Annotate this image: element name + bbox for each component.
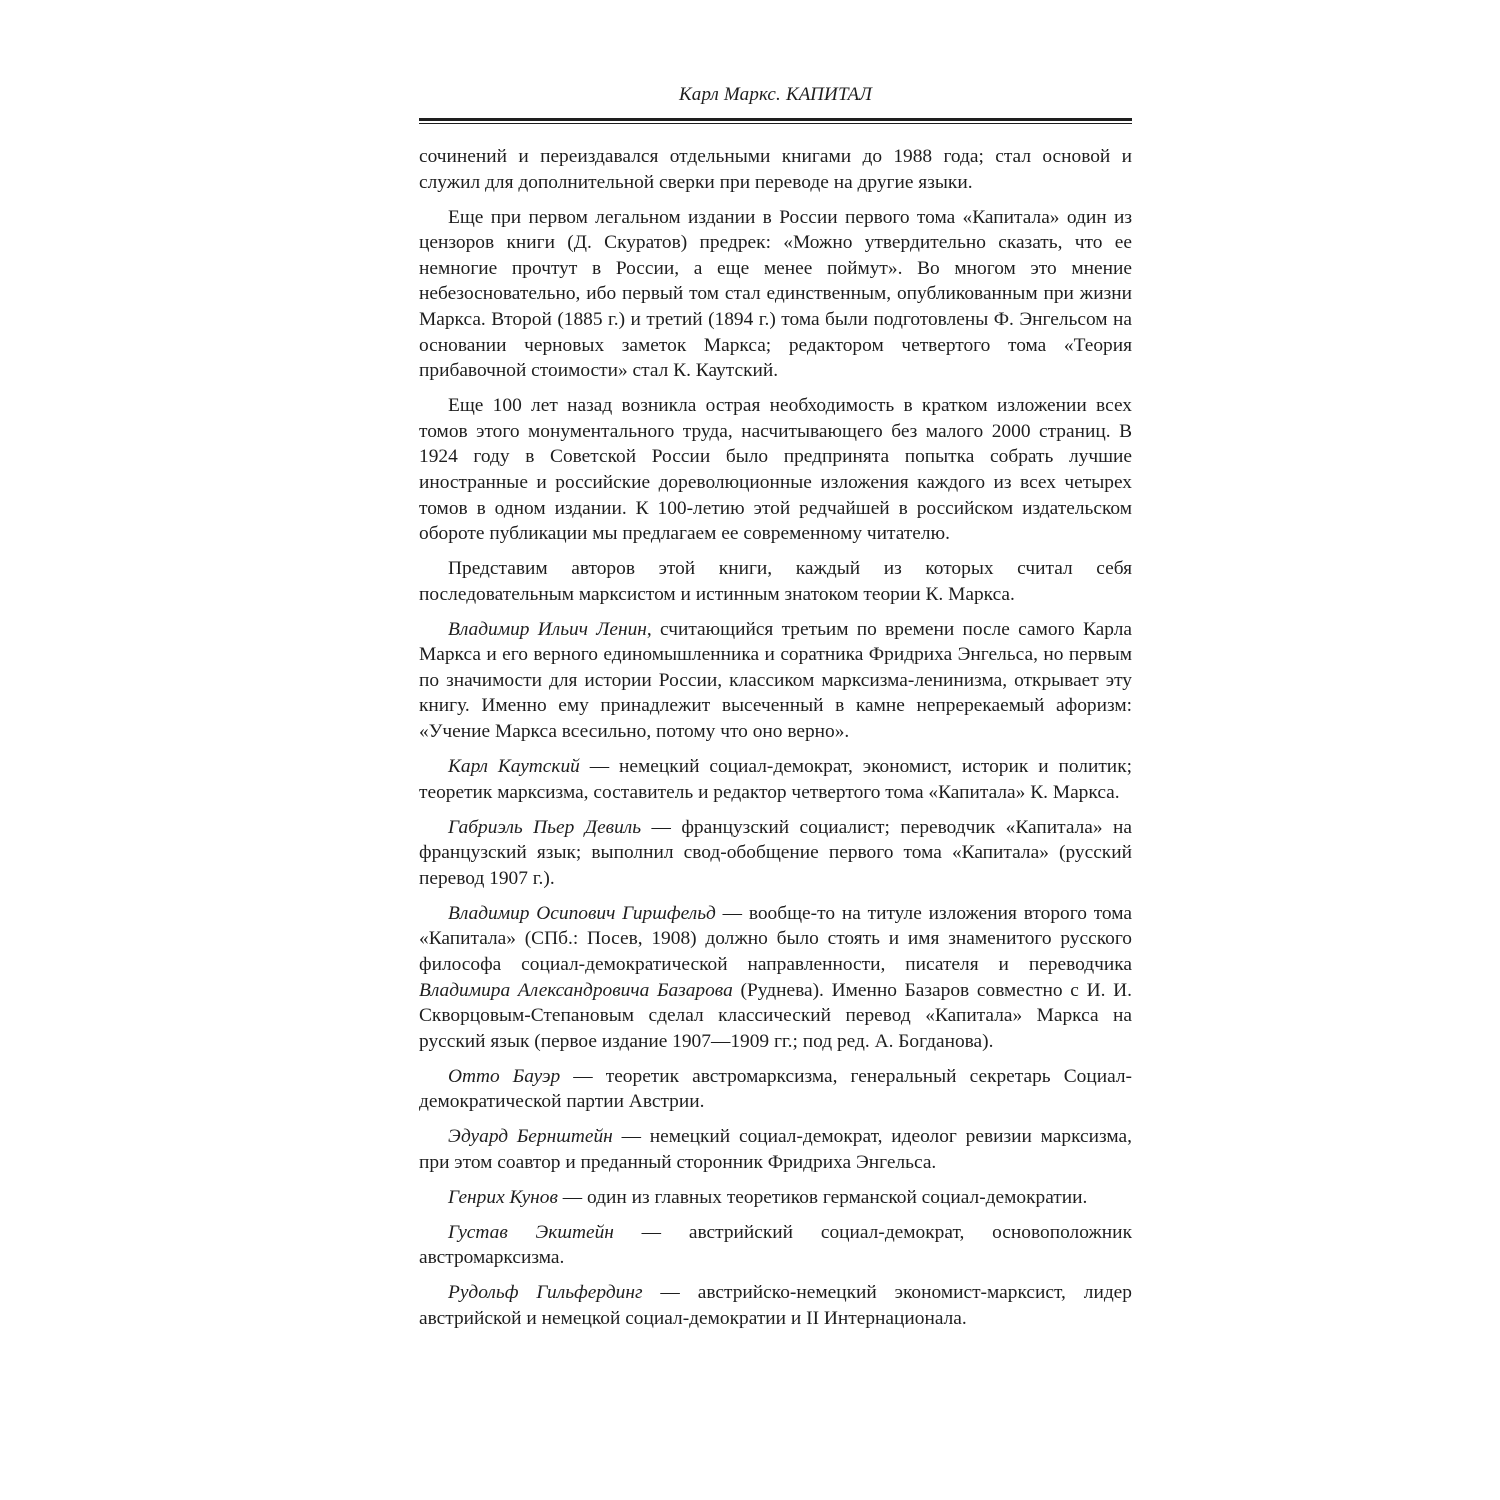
- paragraph-continued: [419, 144, 1132, 195]
- paragraph-author-kunow: [419, 1185, 1132, 1211]
- paragraph-text: сочинений и переиздавался отдельными книгами до 1988 года; стал основой и служил для дополнительной сверки при переводе на другие языки.: [419, 146, 1132, 193]
- paragraph-author-kautsky: [419, 754, 1132, 805]
- running-header-title: Карл Маркс. КАПИТАЛ: [678, 84, 873, 105]
- author-name: Генрих Кунов: [448, 1186, 558, 1208]
- book-page: [419, 84, 1132, 1341]
- author-name: Габриэль Пьер Девиль: [448, 816, 642, 838]
- paragraph-author-bauer: [419, 1064, 1132, 1115]
- paragraph-summary-need: [419, 393, 1132, 547]
- author-description: , считающийся третьим по времени после самого Карла Маркса и его верного единомышленника и соратника Фридриха Энгельса, но первым по значимости для истории России, классиком марксизма-ленинизма, открывает эту книгу. Именно ему принадлежит высеченный в камне непререкаемый афоризм: «Учение Маркса всесильно, потому что оно верно».: [419, 618, 1132, 743]
- author-description: — австрийско-немецкий экономист-марксист, лидер австрийской и немецкой социал-демократии и II Интернационала.: [419, 1282, 1132, 1330]
- author-name: Карл Каутский: [448, 756, 580, 778]
- author-description: — один из главных теоретиков германской социал-демократии.: [557, 1186, 1088, 1208]
- header-rule-thick: [419, 118, 1132, 121]
- paragraph-author-girshfeld: [419, 901, 1132, 1055]
- author-name: Эдуард Бернштейн: [448, 1126, 613, 1148]
- paragraph-author-bernstein: [419, 1124, 1132, 1175]
- paragraph-censor-quote: [419, 205, 1132, 384]
- paragraph-text: Еще при первом легальном издании в России первого тома «Капитала» один из цензоров книги (Д. Скуратов) предрек: «Можно утвердительно сказать, что ее немногие прочтут в России, а еще менее поймут». Во многом это мнение небезосновательно, ибо первый том стал единственным, опубликованным при жизни Маркса. Второй (1885 г.) и третий (1894 г.) тома были подготовлены Ф. Энгельсом на основании черновых заметок Маркса; редактором четвертого тома «Теория прибавочной стоимости» стал К. Каутский.: [419, 206, 1132, 382]
- paragraph-authors-intro: [419, 556, 1132, 607]
- author-description: — немецкий социал-демократ, экономист, историк и политик; теоретик марксизма, составитель и редактор четвертого тома «Капитала» К. Маркса.: [419, 756, 1132, 803]
- author-description: — австрийский социал-демократ, основоположник австромарксизма.: [419, 1221, 1132, 1269]
- paragraph-author-eckstein: [419, 1220, 1132, 1271]
- paragraph-author-lenin: [419, 617, 1132, 745]
- author-description: — теоретик австромарксизма, генеральный секретарь Социал-демократической партии Австрии.: [419, 1065, 1132, 1113]
- header-rule-thin: [419, 123, 1132, 124]
- paragraph-text: Еще 100 лет назад возникла острая необходимость в кратком изложении всех томов этого монументального труда, насчитывающего без малого 2000 страниц. В 1924 году в Советской России было предпринята попытка собрать лучшие иностранные и российские дореволюционные изложения каждого из всех четырех томов в одном издании. К 100-летию этой редчайшей в российском издательском обороте публикации мы предлагаем ее современному читателю.: [419, 395, 1132, 545]
- author-name: Густав Экштейн: [448, 1221, 614, 1243]
- paragraph-text: Представим авторов этой книги, каждый из которых считал себя последовательным марксистом и истинным знатоком теории К. Маркса.: [419, 558, 1132, 605]
- author-name: Владимир Осипович Гиршфельд: [448, 902, 716, 924]
- author-name: Рудольф Гильфердинг: [448, 1282, 643, 1304]
- author-description: — вообще-то на титуле изложения второго тома «Капитала» (СПб.: Посев, 1908) должно было стоять и имя знаменитого русского философа социал-демократической направленности, писателя и переводчика: [419, 902, 1132, 975]
- author-name: Владимир Ильич Ленин: [448, 618, 647, 640]
- author-name-bazarov: Владимира Александровича Базарова: [419, 979, 733, 1001]
- author-description: (Руднева). Именно Базаров совместно с И. И. Скворцовым-Степановым сделал классический перевод «Капитала» Маркса на русский язык (первое издание 1907—1909 гг.; под ред. А. Богданова).: [419, 979, 1133, 1052]
- body-text: [419, 144, 1132, 1332]
- paragraph-author-deville: [419, 815, 1132, 892]
- paragraph-author-hilferding: [419, 1280, 1132, 1331]
- author-description: — немецкий социал-демократ, идеолог ревизии марксизма, при этом соавтор и преданный сторонник Фридриха Энгельса.: [419, 1126, 1133, 1173]
- author-description: — французский социалист; переводчик «Капитала» на французский язык; выполнил свод-обобщение первого тома «Капитала» (русский перевод 1907 г.).: [419, 816, 1132, 889]
- author-name: Отто Бауэр: [448, 1065, 561, 1087]
